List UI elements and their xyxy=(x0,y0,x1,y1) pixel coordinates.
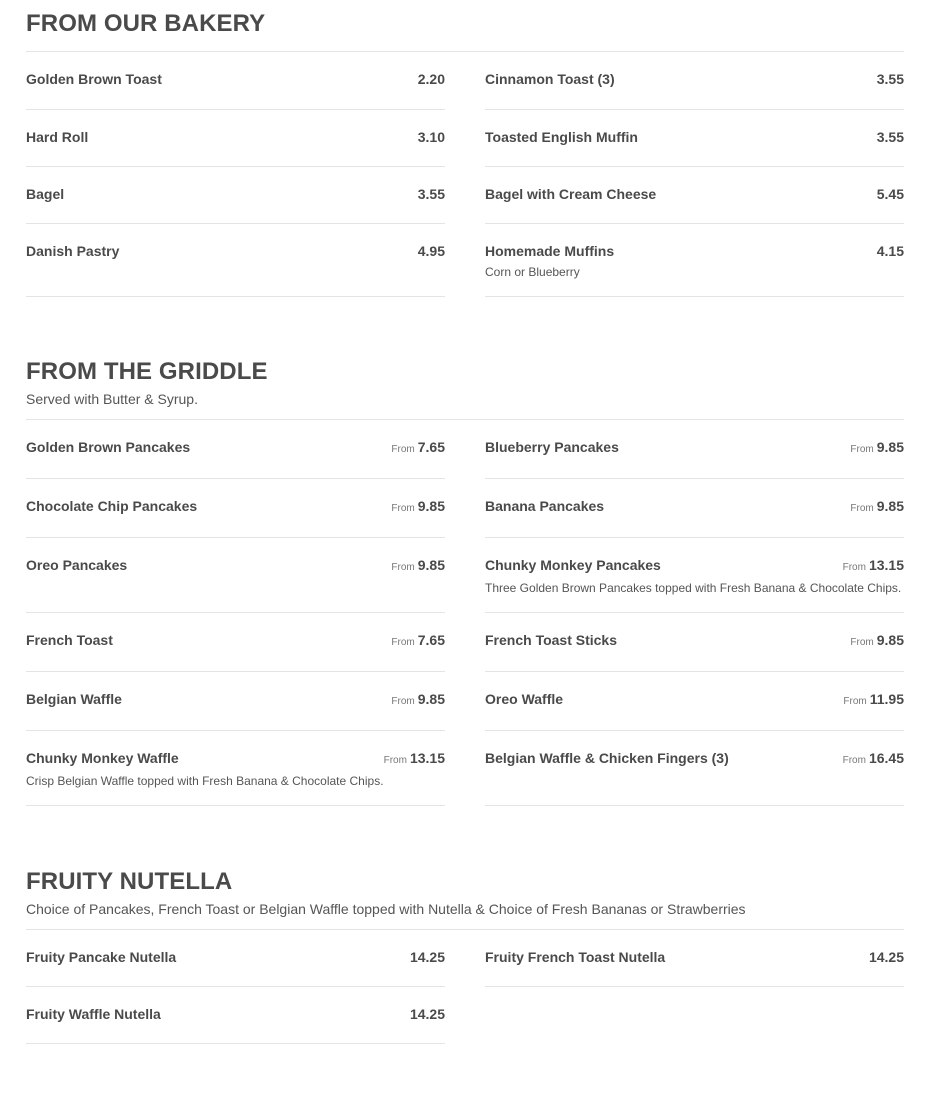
price-value: 9.85 xyxy=(417,557,445,573)
menu-column-right xyxy=(485,930,904,987)
menu-item xyxy=(26,930,445,987)
from-label: From xyxy=(843,696,867,707)
menu-item xyxy=(26,613,445,672)
menu-item-price: 14.25 xyxy=(409,949,445,965)
menu-item xyxy=(26,52,445,110)
from-label: From xyxy=(383,755,407,766)
menu-item xyxy=(485,538,904,613)
menu-item-description: Three Golden Brown Pancakes topped with Fresh Banana & Chocolate Chips. xyxy=(485,581,902,595)
menu-item-name: Belgian Waffle & Chicken Fingers (3) xyxy=(485,750,729,766)
from-label: From xyxy=(850,637,874,648)
section-bakery xyxy=(26,0,904,300)
menu-item-price xyxy=(850,498,904,514)
menu-item-price xyxy=(843,557,904,573)
price-value: 9.85 xyxy=(876,498,904,514)
section-nutella xyxy=(26,868,904,1048)
menu-item-price xyxy=(391,557,445,573)
menu-item-price: 3.10 xyxy=(417,129,445,145)
from-label: From xyxy=(391,562,415,573)
section-title-nutella: FRUITY NUTELLA xyxy=(26,868,233,895)
section-subtitle-nutella: Choice of Pancakes, French Toast or Belgian Waffle topped with Nutella & Choice of Fresh Bananas or Strawberries xyxy=(26,901,746,917)
menu-item-description: Corn or Blueberry xyxy=(485,265,580,279)
price-value: 11.95 xyxy=(869,691,904,707)
price-value: 9.85 xyxy=(417,498,445,514)
menu-item-name: Belgian Waffle xyxy=(26,691,122,707)
menu-item xyxy=(485,930,904,987)
menu-item-name: Oreo Waffle xyxy=(485,691,564,707)
menu-item xyxy=(26,479,445,538)
menu-item xyxy=(485,479,904,538)
menu-item-name: Chunky Monkey Waffle xyxy=(26,750,179,766)
menu-item-name: Fruity French Toast Nutella xyxy=(485,949,666,965)
menu-item xyxy=(26,987,445,1044)
menu-item-price xyxy=(391,691,445,707)
menu-item-name: Golden Brown Toast xyxy=(26,71,162,87)
menu-item-price xyxy=(391,632,445,648)
menu-item-price: 14.25 xyxy=(868,949,904,965)
menu-item xyxy=(26,167,445,224)
menu-item-name: Chocolate Chip Pancakes xyxy=(26,498,198,514)
menu-item-name: Blueberry Pancakes xyxy=(485,439,619,455)
menu-item-name: French Toast xyxy=(26,632,113,648)
menu-item-name: Fruity Waffle Nutella xyxy=(26,1006,161,1022)
menu-item-price xyxy=(843,691,904,707)
menu-item xyxy=(485,613,904,672)
menu-item-name: French Toast Sticks xyxy=(485,632,618,648)
menu-item-name: Bagel xyxy=(26,186,65,202)
menu-item-price: 5.45 xyxy=(876,186,904,202)
from-label: From xyxy=(391,503,415,514)
menu-item-price: 3.55 xyxy=(876,71,904,87)
menu-item xyxy=(485,167,904,224)
menu-item-name: Homemade Muffins xyxy=(485,243,615,259)
from-label: From xyxy=(391,637,415,648)
menu-column-left xyxy=(26,420,445,806)
price-value: 9.85 xyxy=(876,632,904,648)
price-value: 7.65 xyxy=(417,439,445,455)
from-label: From xyxy=(850,503,874,514)
section-title-griddle: FROM THE GRIDDLE xyxy=(26,358,268,385)
menu-item-price xyxy=(850,439,904,455)
menu-column-left xyxy=(26,930,445,1044)
menu-item xyxy=(485,731,904,806)
menu-column-right xyxy=(485,420,904,806)
from-label: From xyxy=(842,755,866,766)
menu-item xyxy=(26,538,445,613)
price-value: 13.15 xyxy=(868,557,904,573)
menu-item-name: Golden Brown Pancakes xyxy=(26,439,191,455)
from-label: From xyxy=(391,444,415,455)
menu-item xyxy=(26,110,445,167)
price-value: 16.45 xyxy=(868,750,904,766)
menu-item xyxy=(485,672,904,731)
menu-item-name: Oreo Pancakes xyxy=(26,557,128,573)
menu-item xyxy=(26,731,445,806)
menu-item-price xyxy=(850,632,904,648)
menu-item xyxy=(485,110,904,167)
menu-item-price xyxy=(391,439,445,455)
menu-item-description: Crisp Belgian Waffle topped with Fresh Banana & Chocolate Chips. xyxy=(26,774,384,788)
menu-column-right xyxy=(485,52,904,297)
price-value: 7.65 xyxy=(417,632,445,648)
menu-item xyxy=(485,420,904,479)
menu-item-price: 4.95 xyxy=(417,243,445,259)
price-value: 9.85 xyxy=(876,439,904,455)
menu-item-name: Hard Roll xyxy=(26,129,89,145)
menu-item xyxy=(485,224,904,297)
menu-item xyxy=(26,420,445,479)
menu-item-price: 3.55 xyxy=(417,186,445,202)
menu-item-price: 14.25 xyxy=(409,1006,445,1022)
menu-column-left xyxy=(26,52,445,297)
from-label: From xyxy=(850,444,874,455)
section-subtitle-griddle: Served with Butter & Syrup. xyxy=(26,391,198,407)
menu-item-price xyxy=(843,750,904,766)
menu-item-name: Danish Pastry xyxy=(26,243,120,259)
menu-item xyxy=(26,672,445,731)
price-value: 13.15 xyxy=(409,750,445,766)
menu-item-name: Toasted English Muffin xyxy=(485,129,638,145)
section-griddle xyxy=(26,358,904,810)
menu-item-price xyxy=(384,750,445,766)
price-value: 9.85 xyxy=(417,691,445,707)
menu-item-name: Banana Pancakes xyxy=(485,498,605,514)
menu-item xyxy=(485,52,904,110)
menu-item-name: Bagel with Cream Cheese xyxy=(485,186,657,202)
menu-item-name: Cinnamon Toast (3) xyxy=(485,71,615,87)
menu-item-price xyxy=(391,498,445,514)
menu-item-name: Chunky Monkey Pancakes xyxy=(485,557,661,573)
menu-item-name: Fruity Pancake Nutella xyxy=(26,949,177,965)
menu-item-price: 2.20 xyxy=(417,71,445,87)
section-title-bakery: FROM OUR BAKERY xyxy=(26,10,266,37)
from-label: From xyxy=(842,562,866,573)
menu-item-price: 3.55 xyxy=(876,129,904,145)
menu-item-price: 4.15 xyxy=(876,243,904,259)
from-label: From xyxy=(391,696,415,707)
menu-item xyxy=(26,224,445,297)
